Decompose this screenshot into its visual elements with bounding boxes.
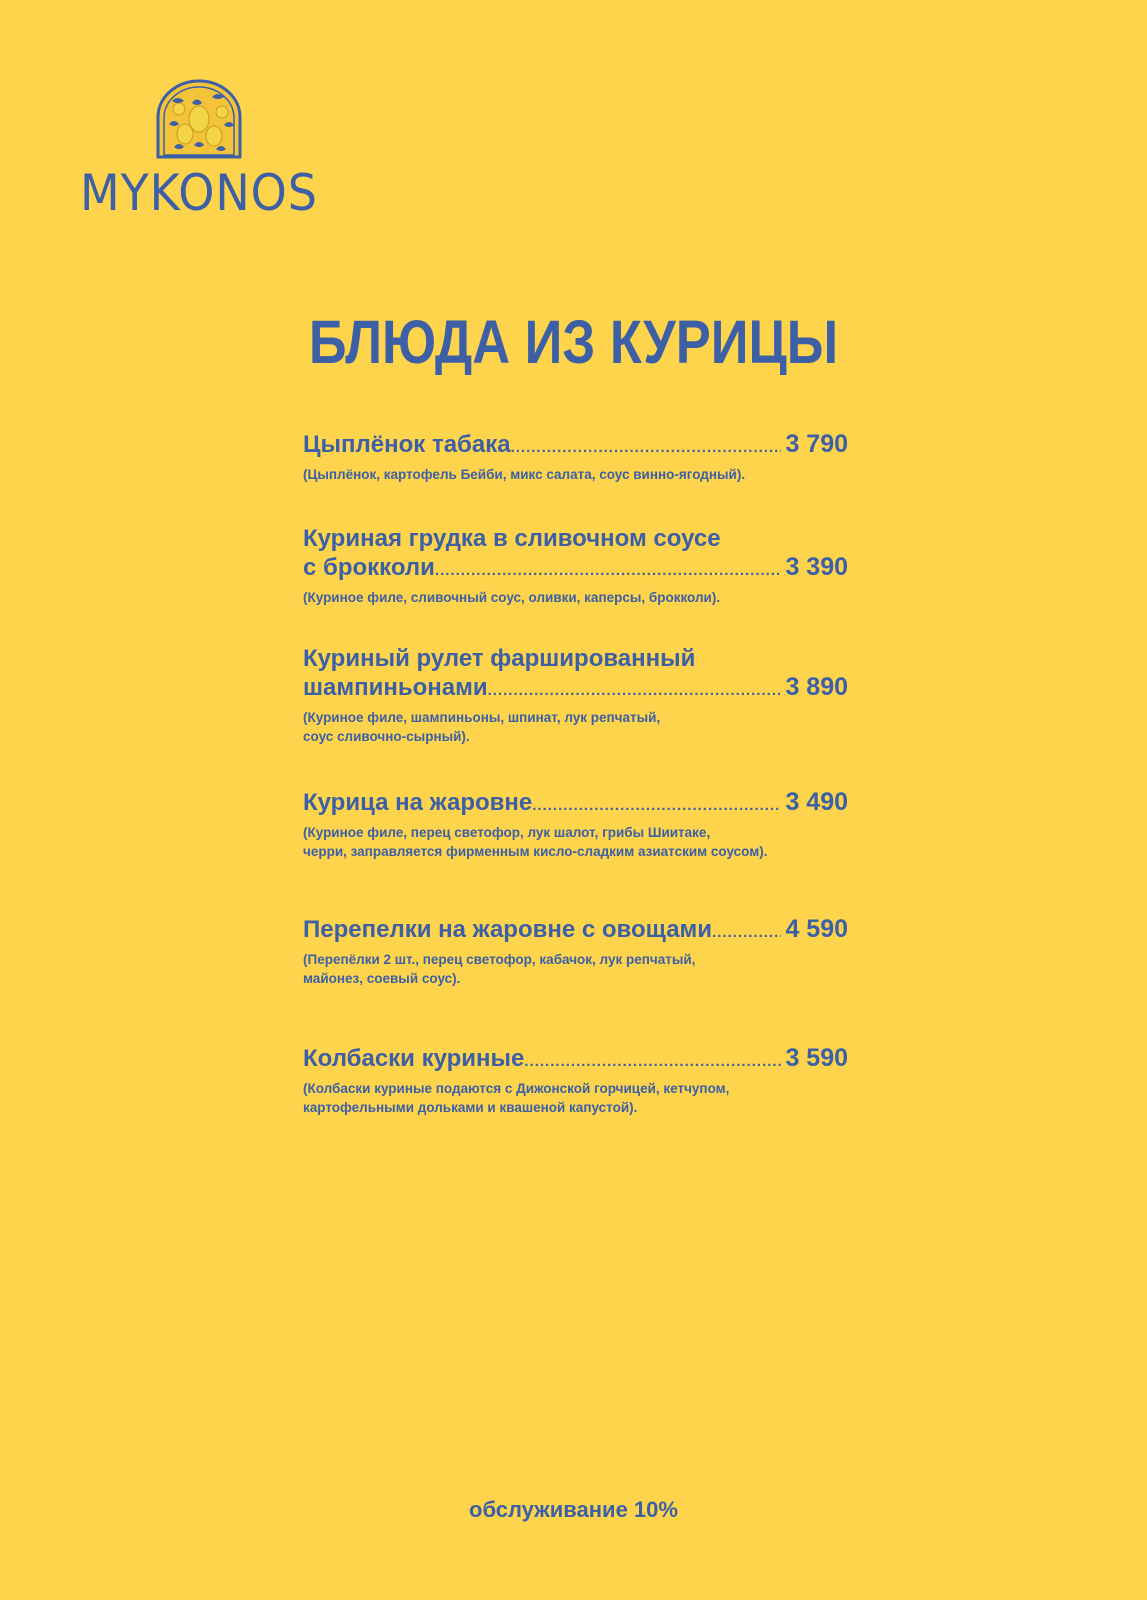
menu-item (303, 644, 848, 746)
brand-name: MYKONOS (80, 164, 318, 222)
menu-item-description: (Куриное филе, сливочный соус, оливки, каперсы, брокколи). (303, 590, 721, 605)
menu-list (303, 430, 848, 1117)
menu-item-line (303, 1044, 848, 1076)
menu-item-description: (Перепёлки 2 шт., перец светофор, кабачок, лук репчатый, (303, 952, 696, 967)
menu-item-name: шампиньонами (303, 674, 488, 701)
menu-item-price: 3 390 (785, 553, 848, 581)
menu-item-name: с брокколи (303, 554, 435, 581)
menu-item-description-cont: соус сливочно-сырный). (303, 729, 470, 744)
menu-item-name: Курица на жаровне (303, 789, 533, 816)
menu-item-name-top: Куриная грудка в сливочном соусе (303, 525, 721, 552)
menu-item-name: Колбаски куриные (303, 1045, 525, 1072)
dot-leader (712, 918, 781, 947)
menu-item-price: 3 490 (785, 788, 848, 816)
dot-leader (511, 433, 782, 462)
dot-leader (435, 556, 782, 585)
menu-item-price: 3 590 (785, 1044, 848, 1072)
menu-item-description-cont: черри, заправляется фирменным кисло-сладким азиатским соусом). (303, 844, 768, 859)
menu-item-name: Цыплёнок табака (303, 431, 511, 458)
menu-item-description: (Колбаски куриные подаются с Дижонской горчицей, кетчупом, (303, 1081, 730, 1096)
menu-item (303, 915, 848, 988)
menu-item-line (303, 430, 848, 462)
menu-item-line (303, 915, 848, 947)
menu-item-description: (Цыплёнок, картофель Бейби, микс салата, соус винно-ягодный). (303, 467, 746, 482)
menu-item-name-top: Куриный рулет фаршированный (303, 645, 696, 672)
menu-item-price: 3 890 (785, 673, 848, 701)
menu-item-price: 3 790 (785, 430, 848, 458)
menu-item (303, 788, 848, 861)
menu-item (303, 1044, 848, 1117)
menu-item-price: 4 590 (785, 915, 848, 943)
menu-item-description-cont: майонез, соевый соус). (303, 971, 461, 986)
lemon-arch-emblem-icon (154, 79, 244, 159)
menu-item-line (303, 553, 848, 585)
dot-leader (488, 676, 782, 705)
brand-logo (80, 76, 318, 236)
menu-item-name: Перепелки на жаровне с овощами (303, 916, 713, 943)
menu-item (303, 524, 848, 607)
menu-item-description: (Куриное филе, шампиньоны, шпинат, лук репчатый, (303, 710, 661, 725)
service-charge-note: обслуживание 10% (469, 1497, 678, 1522)
dot-leader (532, 791, 781, 820)
menu-item-description-cont: картофельными дольками и квашеной капустой). (303, 1100, 638, 1115)
dot-leader (524, 1047, 781, 1076)
page-title: БЛЮДА ИЗ КУРИЦЫ (308, 308, 839, 376)
menu-item (303, 430, 848, 484)
menu-item-line (303, 673, 848, 705)
menu-item-description: (Куриное филе, перец светофор, лук шалот, грибы Шиитаке, (303, 825, 711, 840)
menu-item-line (303, 788, 848, 820)
